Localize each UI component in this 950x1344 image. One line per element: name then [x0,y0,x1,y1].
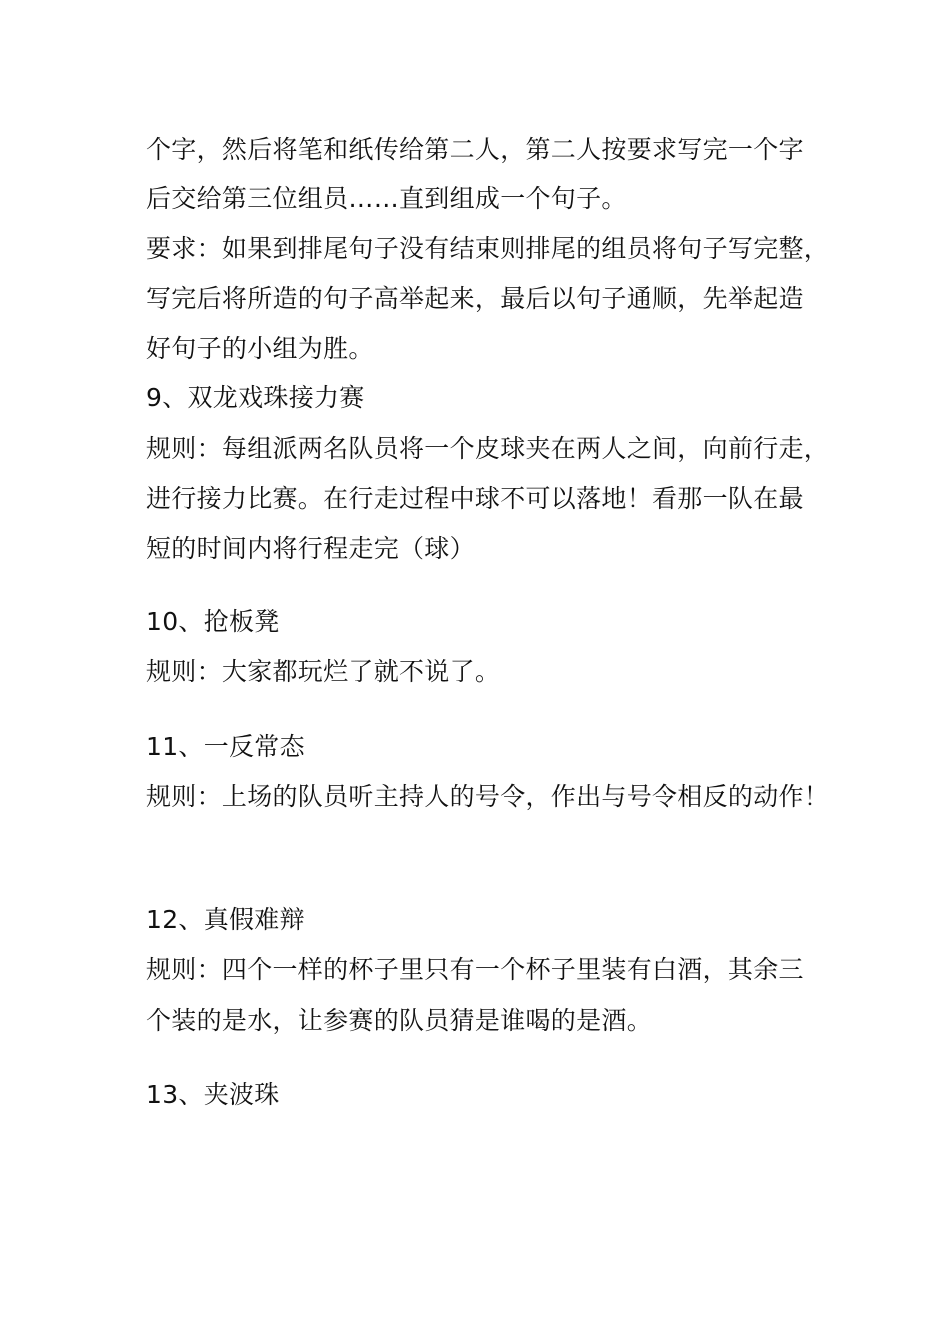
section-heading-13: 13、夹波珠 [146,1080,280,1109]
section-heading-10: 10、抢板凳 [146,607,280,636]
section-10-line-1: 规则：大家都玩烂了就不说了。 [146,657,501,686]
section-heading-11: 11、一反常态 [146,732,305,761]
intro-line-4: 写完后将所造的句子高举起来，最后以句子通顺，先举起造 [146,284,804,313]
intro-line-1: 个字，然后将笔和纸传给第二人，第二人按要求写完一个字 [146,135,804,164]
section-9-line-3: 短的时间内将行程走完（球） [146,534,475,563]
section-heading-9: 9、双龙戏珠接力赛 [146,383,365,412]
intro-line-2: 后交给第三位组员……直到组成一个句子。 [146,184,627,213]
intro-line-5: 好句子的小组为胜。 [146,334,374,363]
intro-line-3: 要求：如果到排尾句子没有结束则排尾的组员将句子写完整， [146,234,830,263]
section-heading-12: 12、真假难辩 [146,905,305,934]
section-11-line-1: 规则：上场的队员听主持人的号令，作出与号令相反的动作！ [146,782,830,811]
section-9-line-2: 进行接力比赛。在行走过程中球不可以落地！看那一队在最 [146,484,804,513]
section-9-line-1: 规则：每组派两名队员将一个皮球夹在两人之间，向前行走， [146,434,830,463]
section-12-line-1: 规则：四个一样的杯子里只有一个杯子里装有白酒，其余三 [146,955,804,984]
section-12-line-2: 个装的是水，让参赛的队员猜是谁喝的是酒。 [146,1006,653,1035]
